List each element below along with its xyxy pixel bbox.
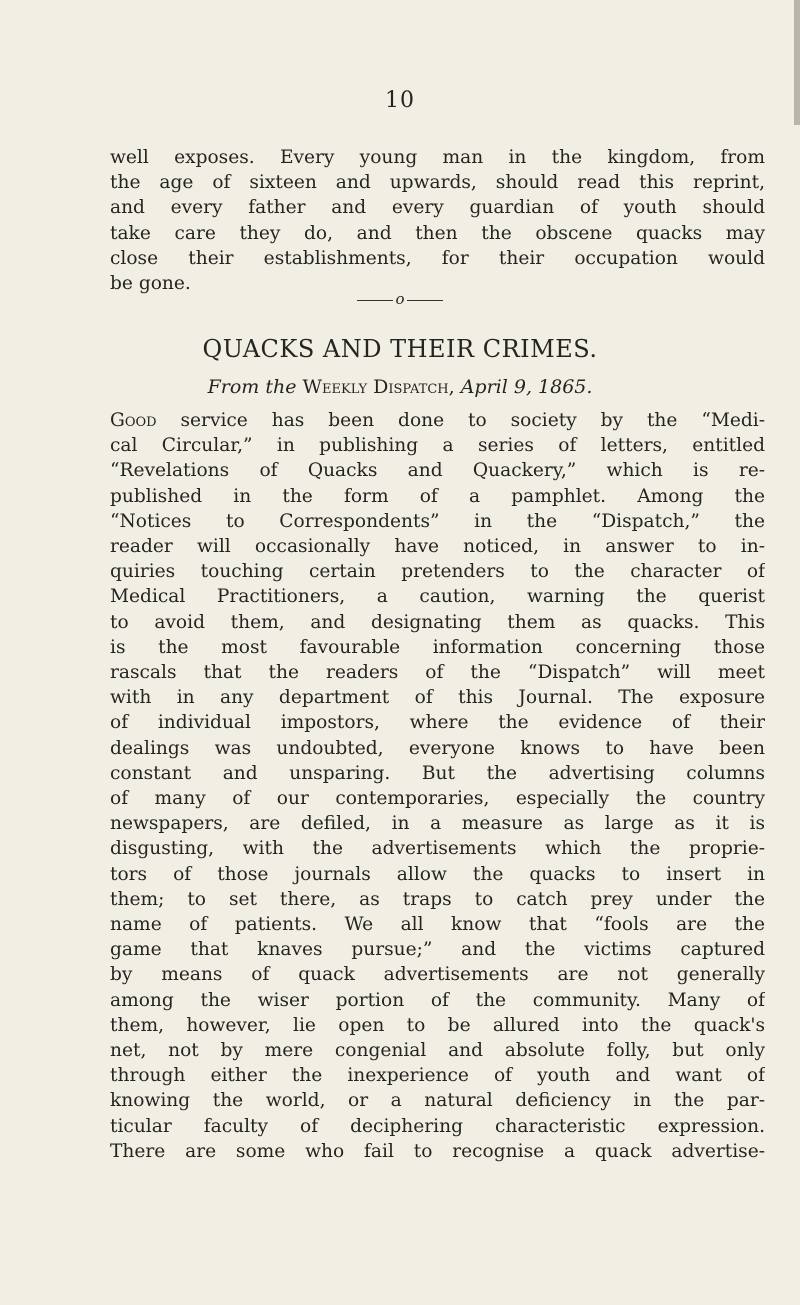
text-line: “Revelations of Quacks and Quackery,” which is re- (110, 460, 765, 482)
text-line: newspapers, are defiled, in a measure as large as it is (110, 813, 765, 835)
article-title: QUACKS AND THEIR CRIMES. (202, 335, 598, 363)
text-line: of individual impostors, where the evidence of their (110, 712, 765, 734)
text-line: tors of those journals allow the quacks to insert in (110, 863, 765, 885)
text-line: well exposes. Every young man in the kingdom, from (110, 147, 765, 168)
text-line: cal Circular,” in publishing a series of letters, entitled (110, 435, 765, 457)
text-line: disgusting, with the advertisements which the proprie- (110, 838, 765, 860)
source-prefix: From the (207, 376, 297, 398)
text-line: There are some who fail to recognise a quack advertise- (110, 1140, 765, 1162)
text-line: quiries touching certain pretenders to the character of (110, 561, 765, 583)
text-line: them, however, lie open to be allured into the quack's (110, 1014, 765, 1036)
article-source (0, 376, 800, 398)
text-line: is the most favourable information concerning those (110, 636, 765, 658)
article-body (110, 408, 765, 1164)
text-line: reader will occasionally have noticed, in answer to in- (110, 536, 765, 558)
text-line: constant and unsparing. But the advertising columns (110, 762, 765, 784)
text-line: among the wiser portion of the community. Many of (110, 989, 765, 1011)
divider-rule-right (407, 300, 443, 301)
text-line: of many of our contemporaries, especially the country (110, 788, 765, 810)
divider-rule-left (357, 300, 393, 301)
text-line: with in any department of this Journal. The exposure (110, 687, 765, 709)
text-line: ticular faculty of deciphering characteristic expression. (110, 1115, 765, 1137)
text-line-content: service has been done to society by the “Medi- (156, 410, 765, 431)
text-line: dealings was undoubted, everyone knows to have been (110, 737, 765, 759)
text-line: through either the inexperience of youth and want of (110, 1065, 765, 1087)
text-line: game that knaves pursue;” and the victims captured (110, 939, 765, 961)
page-number: 10 (385, 88, 415, 113)
source-publication: Weekly Dispatch, (302, 376, 455, 398)
text-line: take care they do, and then the obscene quacks may (110, 222, 765, 244)
text-line (110, 408, 765, 433)
text-line: “Notices to Correspondents” in the “Dispatch,” the (110, 510, 765, 532)
section-divider (0, 290, 800, 308)
page-edge-shadow (794, 0, 800, 125)
text-line: name of patients. We all know that “fools are the (110, 914, 765, 936)
text-line: Medical Practitioners, a caution, warning the querist (110, 586, 765, 608)
text-line: by means of quack advertisements are not generally (110, 964, 765, 986)
text-line: and every father and every guardian of youth should (110, 197, 765, 219)
intro-paragraph (110, 145, 765, 296)
text-line: close their establishments, for their occupation would (110, 247, 765, 269)
text-line: net, not by mere congenial and absolute folly, but only (110, 1040, 765, 1062)
text-line: the age of sixteen and upwards, should read this reprint, (110, 172, 765, 194)
divider-mark: o (395, 290, 405, 308)
drop-word: Good (110, 410, 157, 431)
text-line: to avoid them, and designating them as quacks. This (110, 611, 765, 633)
text-line: published in the form of a pamphlet. Among the (110, 485, 765, 507)
text-line: be gone. (110, 273, 191, 295)
source-date: April 9, 1865. (460, 376, 593, 398)
text-line: them; to set there, as traps to catch prey under the (110, 888, 765, 910)
text-line: rascals that the readers of the “Dispatch” will meet (110, 662, 765, 684)
text-line: knowing the world, or a natural deficiency in the par- (110, 1090, 765, 1112)
